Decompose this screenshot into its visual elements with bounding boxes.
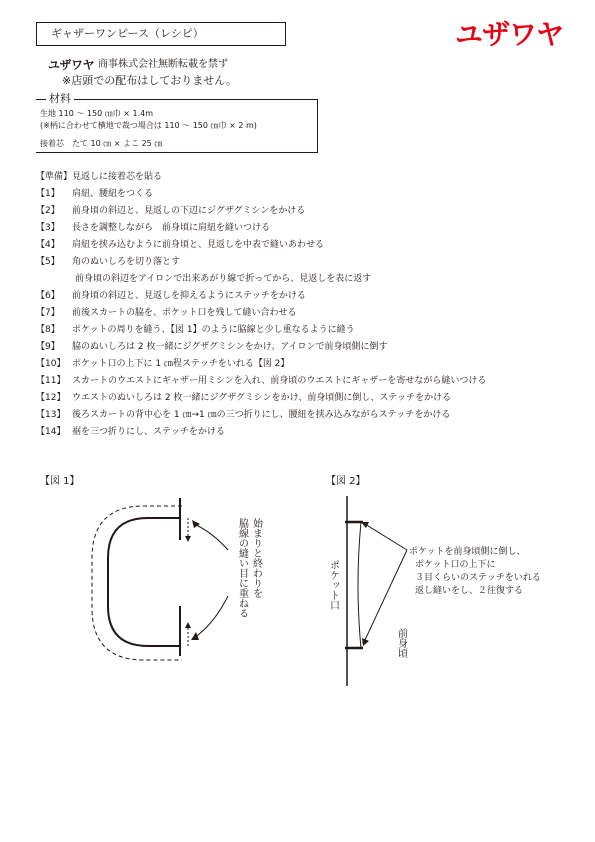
brand-logo-small: ユザワヤ (48, 58, 95, 72)
pocket-opening-label: ポケット口 (327, 560, 339, 610)
step-3: 【3】 長さを調整しながら 前身頃に肩紐を縫いつける (36, 223, 271, 233)
material-fabric-note: (※柄に合わせて横地で裁つ場合は 110 〜 150 ㎝巾 × 2 m) (40, 121, 257, 130)
copyright-text: 商事株式会社無断転載を禁ず (98, 59, 229, 70)
figure1-diagram (60, 490, 290, 680)
figure2-diagram (315, 490, 565, 690)
figure2-annotation-line4: 返し縫いをし、２往復する (415, 586, 524, 596)
figure1-annotation-line1: 始まりと終わりを (250, 518, 262, 598)
pocket-cut-line (92, 506, 182, 660)
materials-label: 材料 (46, 92, 74, 106)
step-10: 【10】 ポケット口の上下に 1 ㎝程ステッチをいれる【図 2】 (36, 359, 290, 369)
material-fabric: 生地 110 〜 150 ㎝巾 × 1.4m (40, 109, 154, 118)
copyright-notice (48, 58, 228, 72)
pocket-opening-curve (358, 522, 361, 648)
figure2-annotation-line2: ポケット口の上下に (415, 560, 496, 570)
pointer-arrow-icon (191, 632, 199, 640)
step-prep: 【準備】見返しに接着芯を貼る (36, 172, 163, 182)
step-12: 【12】 ウエストのぬいしろは 2 枚一緒にジグザグミシンをかけ、前身頃側に倒し、ステッチをかける (36, 393, 452, 403)
step-14: 【14】 裾を三つ折りにし、ステッチをかける (36, 427, 225, 437)
pointer-arrow-icon (361, 522, 369, 528)
figure1-annotation-line2: 脇線の縫い目に重ねる (236, 518, 248, 618)
brand-logo: ユザワヤ (455, 18, 564, 51)
step-5-continued: 前身頃の斜辺をアイロンで出来あがり線で折ってから、見返しを表に返す (75, 274, 372, 284)
step-7: 【7】 前後スカートの脇を、ポケット口を残して縫い合わせる (36, 308, 297, 318)
arrow-up-icon (185, 622, 191, 628)
step-9: 【9】 脇のぬいしろは 2 枚一緒にジグザグミシンをかけ、アイロンで前身頃側に倒す (36, 342, 388, 352)
distribution-notice: ※店頭での配布はしておりません。 (62, 74, 237, 87)
step-5: 【5】 角のぬいしろを切り落とす (36, 257, 181, 267)
step-11: 【11】 スカートのウエストにギャザー用ミシンを入れ、前身頃のウエストにギャザーを寄せながら縫いつける (36, 376, 487, 386)
page-title: ギャザーワンピース（レシピ） (36, 22, 286, 46)
step-8: 【8】 ポケットの周りを縫う、【図 1】のように脇線と少し重なるように縫う (36, 325, 355, 335)
figure1-label: 【図 1】 (40, 476, 80, 487)
material-interfacing: 接着芯 たて 10 ㎝ × よこ 25 ㎝ (40, 139, 163, 148)
figure2-annotation-line3: ３目くらいのステッチをいれる (415, 573, 541, 583)
figure2-annotation-line1: ポケットを前身頃側に倒し、 (409, 547, 526, 557)
figure2-label: 【図 2】 (326, 476, 366, 487)
step-2: 【2】 前身頃の斜辺と、見返しの下辺にジグザグミシンをかける (36, 206, 306, 216)
instruction-steps (36, 169, 576, 441)
step-4: 【4】 肩紐を挟み込むように前身頃と、見返しを中表で縫いあわせる (36, 240, 325, 250)
front-bodice-label: 前身頃 (395, 628, 407, 658)
step-6: 【6】 前身頃の斜辺と、見返しを抑えるようにステッチをかける (36, 291, 306, 301)
pocket-stitch-line (108, 518, 180, 646)
step-1: 【1】 肩紐、腰紐をつくる (36, 189, 154, 199)
step-13: 【13】 後ろスカートの背中心を 1 ㎝→1 ㎝の三つ折りにし、腰紐を挟み込みながらステッチをかける (36, 410, 451, 420)
arrow-down-icon (185, 536, 191, 542)
